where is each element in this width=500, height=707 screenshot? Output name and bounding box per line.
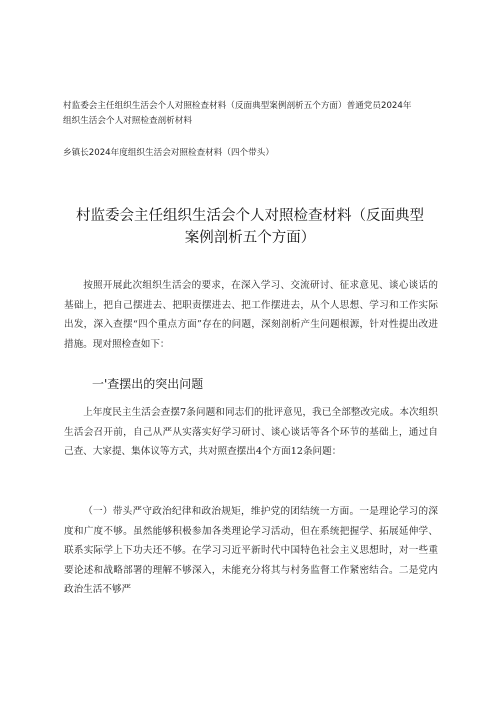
header-line-1: 村监委会主任组织生活会个人对照检查材料（反面典型案例剖析五个方面）普通党员2024年 xyxy=(63,101,412,111)
document-title-line-2: 案例剖析五个方面） xyxy=(184,230,316,246)
document-title xyxy=(60,205,440,249)
section-heading-1: 一'查摆出的突出问题 xyxy=(92,377,204,391)
document-title-line-1: 村监委会主任组织生活会个人对照检查材料（反面典型 xyxy=(76,208,424,224)
header-line-3: 乡镇长2024年度组织生活会对照检查材料（四个带头） xyxy=(63,148,274,158)
section-1-paragraph: 上年度民主生活会查摆7条问题和同志们的批评意见，我已全部整改完成。本次组织生活会召开前，自己从严从实落实好学习研讨、谈心谈话等各个环节的基础上，通过自己查、大家提、集体议等方式，共对照查摆出4个方面12条问题： xyxy=(64,407,438,458)
intro-paragraph: 按照开展此次组织生活会的要求，在深入学习、交流研讨、征求意见、谈心谈话的基础上，把自己摆进去、把职责摆进去、把工作摆进去，从个人思想、学习和工作实际出发，深入查摆“四个重点方面”存在的问题，深刻剖析产生问题根源，针对性提出改进措施。现对照检查如下： xyxy=(64,280,438,350)
header-line-2: 组织生活会个人对照检查剖析材料 xyxy=(63,116,192,126)
subsection-1-paragraph: （一）带头严守政治纪律和政治规矩，维护党的团结统一方面。一是理论学习的深度和广度不够。虽然能够积极参加各类理论学习活动，但在系统把握学、拓展延伸学、联系实际学上下功夫还不够。在学习习近平新时代中国特色社会主义思想时，对一些重要论述和战略部署的理解不够深入，未能充分将其与村务监督工作紧密结合。二是党内政治生活不够严 xyxy=(64,506,438,596)
